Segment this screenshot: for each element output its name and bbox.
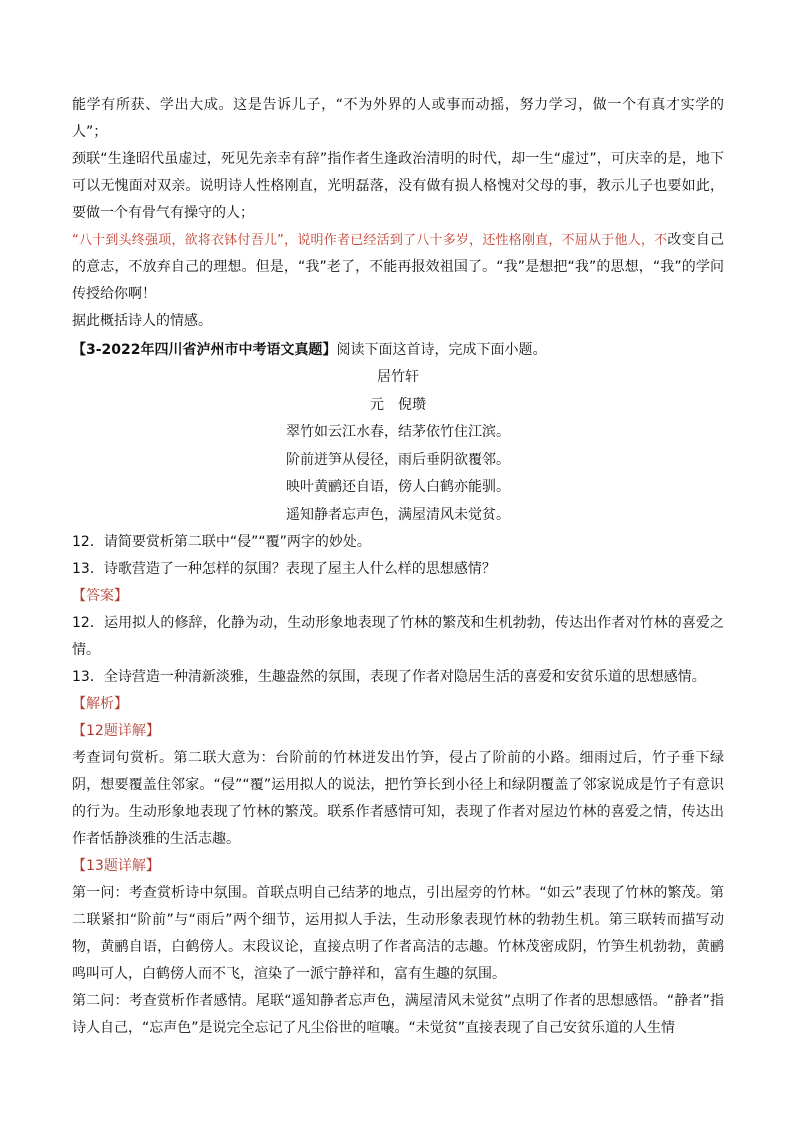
intro-paragraph-3	[72, 227, 724, 308]
poem-author: 元 倪瓒	[370, 396, 426, 413]
detail-12-text: 考查词句赏析。第二联大意为：台阶前的竹林迸发出竹笋，侵占了阶前的小路。细雨过后，竹子垂下绿阴，想要覆盖住邻家。“侵”“覆”运用拟人的说法，把竹笋长到小径上和绿阴覆盖了邻家说成是竹子有意识的行为。生动形象地表现了竹林的繁茂。联系作者感情可知，表现了作者对屋边竹林的喜爱之情，传达出作者恬静淡雅的生活志趣。	[72, 750, 724, 847]
question-source: 【3-2022年四川省泸州市中考语文真题】	[72, 342, 337, 358]
intro-paragraph-2: 颈联“生逢昭代虽虚过，死见先亲幸有辞”指作者生逢政治清明的时代，却一生“虚过”，可庆幸的是，地下可以无愧面对双亲。说明诗人性格刚直，光明磊落，没有做有损人格愧对父母的事，教示儿子也要如此，要做一个有骨气有操守的人；	[72, 151, 724, 221]
detail-13-text-1: 第一问：考查赏析诗中氛围。首联点明自己结茅的地点，引出屋旁的竹林。“如云”表现了竹林的繁茂。第二联紧扣“阶前”与“雨后”两个细节，运用拟人手法，生动形象表现竹林的勃勃生机。第三联转而描写动物，黄鹂自语，白鹤傍人。末段议论，直接点明了作者高洁的志趣。竹林茂密成阴，竹笋生机勃勃，黄鹂鸣叫可人，白鹤傍人而不飞，渲染了一派宁静祥和，富有生趣的氛围。	[72, 885, 724, 982]
intro-paragraph-3-rest: 改变自己的意志，不放弃自己的理想。但是，“我”老了，不能再报效祖国了。“我”是想把“我”的思想，“我”的学问传授给你啊！	[72, 232, 724, 302]
analysis-label: 【解析】	[72, 696, 128, 712]
answer-12: 12．运用拟人的修辞，化静为动，生动形象地表现了竹林的繁茂和生机勃勃，传达出作者对竹林的喜爱之情。	[72, 615, 724, 658]
detail-12-label: 【12题详解】	[72, 723, 160, 739]
answer-13: 13．全诗营造一种清新淡雅，生趣盎然的氛围，表现了作者对隐居生活的喜爱和安贫乐道的思想感情。	[72, 669, 706, 685]
poem-line: 阶前迸笋从侵径，雨后垂阴欲覆邻。	[286, 451, 510, 468]
poem	[72, 364, 724, 529]
section-instruction: 阅读下面这首诗，完成下面小题。	[336, 342, 547, 358]
red-quote-text: “八十到头终强项，欲将衣钵付吾儿”，说明作者已经活到了八十多岁，还性格刚直，不屈从于他人，不	[72, 233, 668, 248]
poem-title: 居竹轩	[377, 369, 419, 385]
detail-13-label: 【13题详解】	[72, 858, 160, 874]
answer-label: 【答案】	[72, 588, 128, 604]
intro-paragraph-1: 能学有所获、学出大成。这是告诉儿子，“不为外界的人或事而动摇，努力学习，做一个有真才实学的人”；	[72, 97, 724, 140]
intro-paragraph-4: 据此概括诗人的情感。	[72, 313, 212, 329]
poem-line: 遥知静者忘声色，满屋清风未觉贫。	[286, 506, 510, 523]
question-12: 12．请简要赏析第二联中“侵”“覆”两字的妙处。	[72, 534, 371, 550]
poem-line: 映叶黄鹂还自语，傍人白鹤亦能驯。	[286, 479, 510, 495]
section-heading	[72, 337, 724, 364]
question-13: 13．诗歌营造了一种怎样的氛围？表现了屋主人什么样的思想感情？	[72, 561, 496, 577]
document-page	[72, 92, 724, 1042]
poem-line: 翠竹如云江水春，结茅依竹住江滨。	[286, 424, 510, 440]
detail-13-text-2: 第二问：考查赏析作者感情。尾联“遥知静者忘声色，满屋清风未觉贫”点明了作者的思想感悟。“静者”指诗人自己，“忘声色”是说完全忘记了凡尘俗世的喧嚷。“未觉贫”直接表现了自己安贫乐道的人生情	[72, 993, 724, 1036]
